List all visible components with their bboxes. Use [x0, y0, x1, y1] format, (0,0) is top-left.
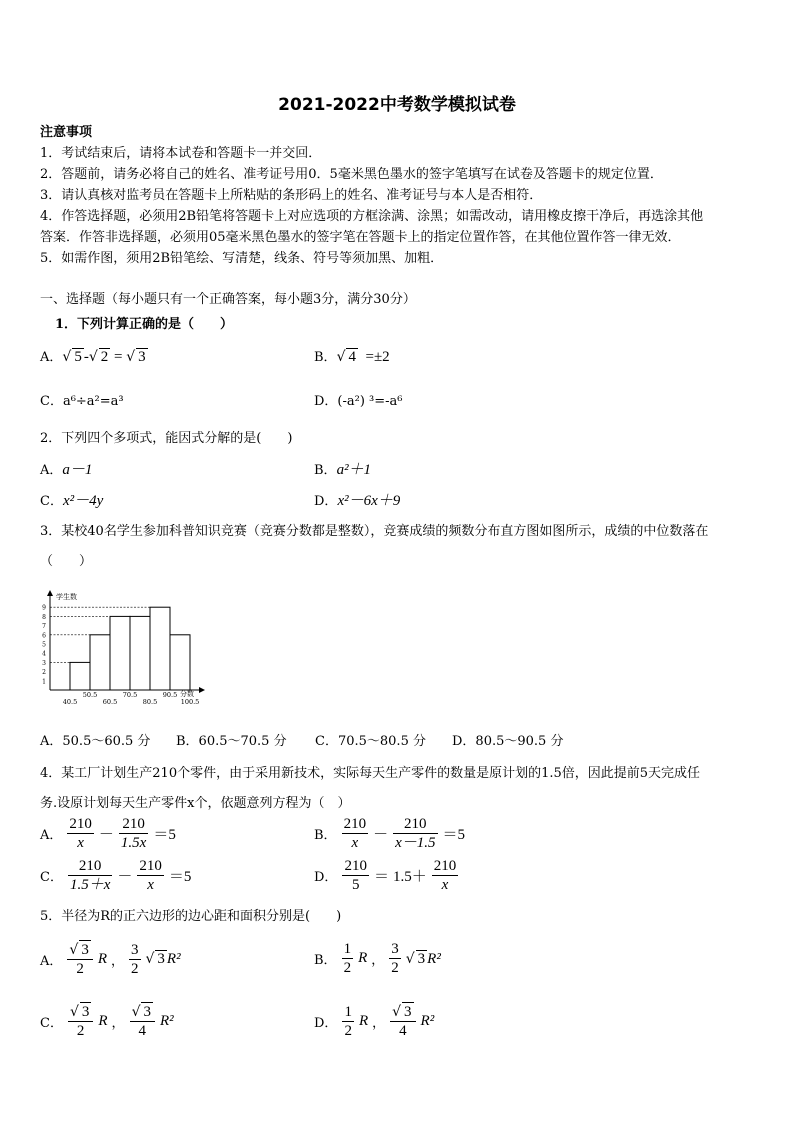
q2-c-expr: x²－4y [62, 493, 104, 509]
q5-option-d [314, 1002, 434, 1040]
q5-b-frac-2: $\frac{3}{2}$ [391, 941, 399, 976]
q5-d-frac-1: $\frac{1}{2}$ [344, 1003, 352, 1039]
q5-a-frac-1: $\frac{√ 3}{2}$ [67, 940, 92, 978]
x-axis-arrow [199, 687, 205, 693]
q4-stem-cont: 务.设原计划每天生产零件x个，依题意列方程为（ ） [40, 796, 351, 811]
q5-c-frac-1: $\frac{√ 3}{2}$ [68, 1002, 93, 1040]
q5-d-frac-2: $\frac{√ 3}{4}$ [390, 1002, 415, 1040]
q2-option-d [314, 489, 400, 510]
q2-b-label: B． [314, 463, 337, 478]
q4-b-eq: ＝5 [442, 827, 466, 843]
q4-a-frac-2: $\frac{210}{1.5x}$ [120, 816, 147, 851]
q3-option-b: B．60.5～70.5 分 [176, 734, 287, 749]
histogram-bar [150, 607, 170, 690]
y-tick-label: 9 [42, 604, 46, 612]
q3-option-d: D．80.5～90.5 分 [452, 734, 564, 749]
y-axis-arrow [47, 590, 53, 596]
q3-stem: 3．某校40名学生参加科普知识竞赛（竞赛分数都是整数），竞赛成绩的频数分布直方图如图所示，成绩的中位数落在 [40, 524, 709, 539]
q1-option-b: B．√ 4 =±2 [314, 349, 390, 365]
y-tick-label: 4 [42, 650, 46, 658]
q1-a-radicand-1: 5 [74, 349, 82, 365]
q2-option-a [40, 458, 92, 479]
y-tick-label: 3 [42, 659, 46, 667]
q4-d-frac-1: $\frac{210}{5}$ [344, 858, 367, 893]
section-heading: 一、选择题（每小题只有一个正确答案，每小题3分，满分30分） [40, 292, 416, 307]
q2-stem: 2．下列四个多项式，能因式分解的是( ) [40, 431, 293, 446]
q1-a-radicand-2: 2 [100, 349, 109, 365]
page-title: 2021-2022中考数学模拟试卷 [278, 95, 516, 115]
x-tick-label: 60.5 [102, 698, 118, 706]
q4-b-frac-2: $\frac{210}{x-1.5}$ [395, 816, 436, 851]
x-tick-label: 80.5 [142, 698, 158, 706]
q5-d-R: R [358, 1012, 369, 1029]
q1-b-radicand: 4 [348, 349, 356, 365]
q1-b-label: B． [314, 350, 337, 365]
q5-stem: 5．半径为R的正六边形的边心距和面积分别是( ) [40, 909, 342, 924]
y-tick-label: 5 [42, 641, 46, 649]
q1-option-a: A．√ 5 -√ 2 = √ 3 [40, 349, 146, 365]
q2-a-label: A． [40, 463, 63, 478]
q5-b-label: B． [314, 953, 337, 968]
q2-d-label: D． [314, 494, 338, 509]
y-tick-label: 8 [42, 613, 46, 621]
notice-item-4: 4．作答选择题，必须用2B铅笔将答题卡上对应选项的方框涂满、涂黑；如需改动，请用橡皮擦干净后，再选涂其他 [40, 209, 704, 224]
q5-c-frac-2: $\frac{√ 3}{4}$ [130, 1002, 155, 1040]
q4-a-eq: ＝5 [153, 827, 176, 843]
q2-d-expr: x²－6x＋9 [337, 493, 401, 509]
q2-c-label: C． [40, 494, 63, 509]
q4-c-label: C． [40, 870, 63, 885]
histogram-bar [130, 616, 150, 690]
q5-option-b: B． $\frac{1}{2}$ R ， $\frac{3}{2}$ √ 3 R² [314, 941, 441, 976]
q4-c-frac-1: $\frac{210}{1.5+x}$ [69, 858, 111, 893]
q5-d-label: D． [314, 1015, 338, 1031]
x-tick-label: 50.5 [82, 691, 98, 699]
histogram-bar [70, 662, 90, 690]
y-tick-label: 7 [42, 623, 46, 631]
histogram-bar [170, 635, 190, 690]
q5-b-frac-1: $\frac{1}{2}$ [343, 941, 352, 976]
q4-a-label: A． [40, 828, 63, 843]
q3-stem-cont: （ ） [40, 554, 93, 569]
q4-option-d [314, 857, 459, 894]
histogram-bar [90, 635, 110, 690]
q4-a-frac-1: $\frac{210}{x}$ [69, 816, 92, 851]
q4-d-rhs: 1.5＋ [392, 869, 427, 885]
notice-item-3: 3．请认真核对监考员在答题卡上所粘贴的条形码上的姓名、准考证号与本人是否相符． [40, 188, 543, 203]
x-axis-label: 分数 [180, 690, 194, 698]
q1-option-d: D．(-a²) ³=-a⁶ [314, 394, 403, 409]
q3-option-c: C．70.5～80.5 分 [315, 734, 426, 749]
q4-d-eq: ＝ [373, 869, 389, 885]
q1-a-minus: - [83, 349, 89, 365]
q1-a-eq: = [113, 349, 123, 365]
q4-option-b [314, 815, 465, 852]
q2-b-expr: a²＋1 [336, 462, 372, 478]
notice-heading: 注意事项 [40, 125, 93, 140]
notice-item-1: 1．考试结束后，请将本试卷和答题卡一并交回． [40, 146, 322, 161]
histogram-bar [110, 616, 130, 690]
x-tick-label: 90.5 [162, 691, 178, 699]
q5-d-comma: ， [372, 1015, 386, 1031]
y-tick-label: 6 [42, 632, 46, 640]
q2-a-expr: a－1 [62, 462, 93, 478]
x-tick-label: 100.5 [180, 698, 200, 706]
q5-b-R: R [358, 950, 368, 966]
q5-a-radicand: 3 [157, 951, 165, 967]
q5-c-label: C． [40, 1015, 63, 1031]
q5-option-c [40, 1002, 174, 1040]
q5-a-comma: ， [110, 953, 124, 969]
q5-b-R2: R² [427, 950, 441, 967]
q5-d-R2: R² [420, 1012, 435, 1029]
q4-d-frac-2: $\frac{210}{x}$ [433, 858, 457, 893]
q4-option-a [40, 815, 176, 852]
notice-item-2: 2．答题前，请务必将自己的姓名、准考证号用0．5毫米黑色墨水的签字笔填写在试卷及答题卡的规定位置． [40, 167, 663, 182]
y-axis-label: 学生数 [56, 593, 77, 601]
q5-a-frac-2: $\frac{3}{2}$ [131, 941, 139, 977]
y-tick-label: 1 [42, 678, 46, 686]
x-tick-label: 70.5 [122, 691, 138, 699]
q1-option-c: C．a⁶÷a²=a³ [40, 394, 124, 409]
q4-a-minus: － [98, 827, 114, 843]
q4-c-frac-2: $\frac{210}{x}$ [139, 858, 162, 893]
q4-b-frac-1: $\frac{210}{x}$ [343, 816, 367, 851]
q5-a-R: R [97, 950, 107, 967]
q1-a-radicand-3: 3 [138, 349, 146, 365]
q5-b-comma: ， [371, 953, 385, 968]
q4-c-eq: ＝5 [168, 869, 192, 885]
notice-item-5: 5．如需作图，须用2B铅笔绘、写清楚，线条、符号等须加黑、加粗． [40, 251, 444, 266]
q2-option-b [314, 458, 371, 479]
q4-b-minus: － [373, 827, 389, 843]
q2-option-c [40, 489, 103, 510]
q5-c-R2: R² [159, 1012, 174, 1029]
q1-a-label: A． [40, 350, 63, 365]
q1-b-rest: =±2 [365, 349, 390, 365]
q3-option-a: A．50.5～60.5 分 [40, 734, 151, 749]
q5-c-R: R [98, 1012, 108, 1029]
q5-a-label: A． [40, 953, 63, 969]
q4-stem: 4．某工厂计划生产210个零件，由于采用新技术，实际每天生产零件的数量是原计划的1.5倍，因此提前5天完成任 [40, 766, 701, 781]
q4-c-minus: － [117, 869, 133, 885]
q5-option-a: A． $\frac{√ 3}{2}$ R ， $\frac{3}{2}$ √ 3 R² [40, 941, 181, 977]
notice-item-4-cont: 答案．作答非选择题，必须用05毫米黑色墨水的签字笔在答题卡上的指定位置作答，在其他位置作答一律无效． [40, 230, 681, 245]
q4-option-c [40, 857, 191, 894]
q1-stem: 1．下列计算正确的是（ ） [55, 317, 234, 332]
x-tick-label: 40.5 [62, 698, 78, 706]
q5-a-R2: R² [166, 951, 181, 967]
q5-b-radicand: 3 [417, 950, 426, 967]
histogram-chart [36, 588, 216, 713]
q4-d-label: D． [314, 870, 338, 885]
q5-c-comma: ， [111, 1015, 125, 1031]
q4-b-label: B． [314, 828, 337, 843]
y-tick-label: 2 [42, 669, 46, 677]
